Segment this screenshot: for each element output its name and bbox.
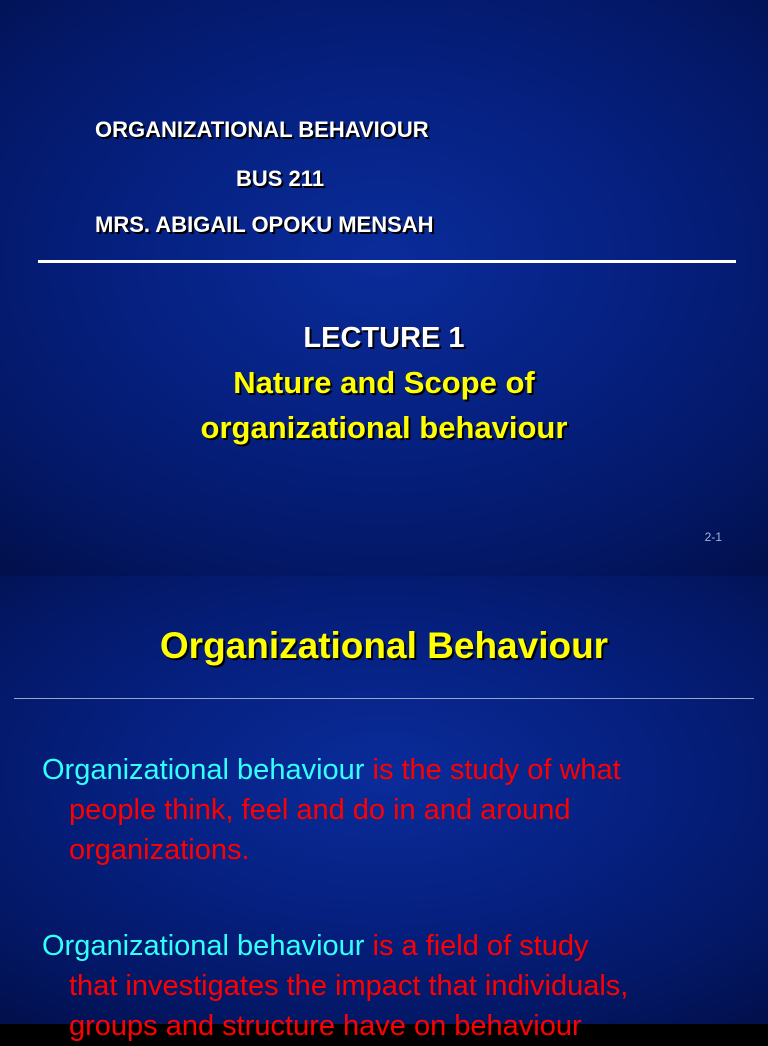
content-slide [0,576,768,1042]
definition-1 [42,750,742,870]
definition-text: people think, feel and do in and around [69,794,571,826]
definition-text: is a field of study [364,930,589,962]
slide-number: 2-1 [704,530,722,544]
title-divider [38,260,736,263]
definition-text: organizations. [69,834,250,866]
definition-text: is the study of what [364,754,621,786]
definition-term: Organizational behaviour [42,754,365,786]
course-title: ORGANIZATIONAL BEHAVIOUR [95,117,429,142]
definition-text: that investigates the impact that individuals, [69,970,629,1002]
topic-line-2: organizational behaviour [200,410,568,445]
lecturer-name: MRS. ABIGAIL OPOKU MENSAH [95,212,434,237]
slide-title: Organizational Behaviour [159,625,609,666]
lecture-label: LECTURE 1 [303,322,465,354]
definition-text: groups and structure have on behaviour [69,1010,582,1042]
definition-term: Organizational behaviour [42,930,365,962]
course-code: BUS 211 [236,166,325,191]
title-divider [14,698,754,699]
definition-2 [42,926,742,1046]
topic-line-1: Nature and Scope of [233,365,535,400]
